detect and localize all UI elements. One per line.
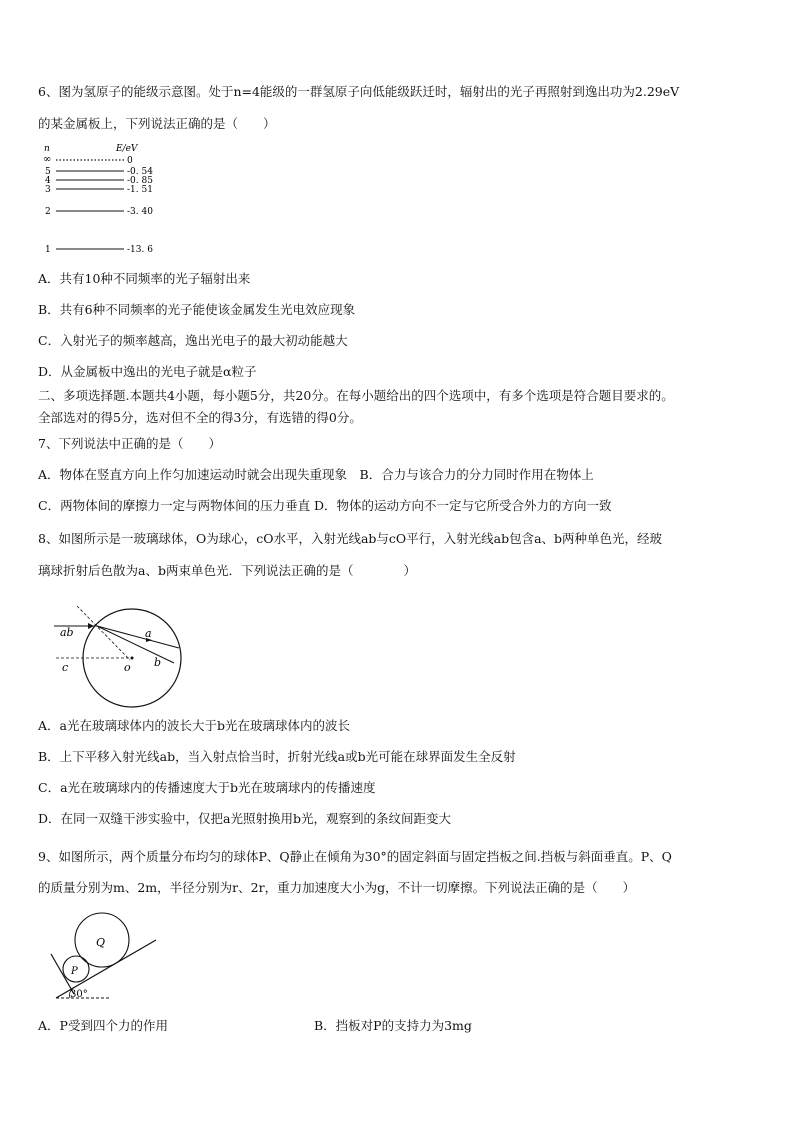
level-3-e: -1. 51 — [127, 185, 153, 195]
label-b: b — [154, 656, 162, 669]
refracted-ray-a — [97, 626, 179, 648]
level-4-e: -0. 85 — [127, 176, 153, 186]
level-inf-n: ∞ — [43, 154, 52, 165]
q7-options-cd: C．两物体间的摩擦力一定与两物体间的压力垂直 D．物体的运动方向不一定与它所受合外力的方向一致 — [38, 498, 612, 513]
level-5-e: -0. 54 — [127, 167, 153, 177]
center-o — [131, 657, 134, 660]
label-o: o — [124, 661, 131, 674]
q9-option-a: A．P受到四个力的作用 — [38, 1018, 168, 1033]
label-q: Q — [96, 936, 106, 949]
q9-stem-line2: 的质量分别为m、2m，半径分别为r、2r，重力加速度大小为g，不计一切摩擦。下列说法正确的是（ ） — [38, 880, 636, 895]
section2-heading-line2: 全部选对的得5分，选对但不全的得3分，有选错的得0分。 — [38, 410, 362, 425]
level-inf-e: 0 — [127, 156, 133, 166]
level-2-e: -3. 40 — [127, 207, 153, 217]
n-axis-label: n — [44, 144, 50, 154]
q6-option-b: B．共有6种不同频率的光子能使该金属发生光电效应现象 — [38, 302, 356, 317]
q8-stem-line1: 8、如图所示是一玻璃球体，O为球心，cO水平，入射光线ab与cO平行，入射光线ab包含a、b两种单色光，经玻 — [38, 531, 663, 546]
label-c: c — [62, 661, 69, 674]
q8-option-a: A．a光在玻璃球体内的波长大于b光在玻璃球体内的波长 — [38, 718, 350, 733]
q6-stem-line1: 6、图为氢原子的能级示意图。处于n=4能级的一群氢原子向低能级跃迁时，辐射出的光子再照射到逸出功为2.29eV — [38, 84, 680, 99]
level-4-n: 4 — [45, 176, 51, 186]
q6-option-d: D．从金属板中逸出的光电子就是α粒子 — [38, 364, 257, 379]
q8-option-d: D．在同一双缝干涉实验中，仅把a光照射换用b光，观察到的条纹间距变大 — [38, 811, 451, 826]
q9-stem-line1: 9、如图所示，两个质量分布均匀的球体P、Q静止在倾角为30°的固定斜面与固定挡板之间.挡板与斜面垂直。P、Q — [38, 849, 672, 864]
label-p: P — [71, 966, 78, 977]
level-3-n: 3 — [45, 185, 51, 195]
q8-option-b: B．上下平移入射光线ab，当入射点恰当时，折射光线a或b光可能在球界面发生全反射 — [38, 749, 516, 764]
q8-stem-line2: 璃球折射后色散为a、b两束单色光．下列说法正确的是（ ） — [38, 563, 416, 578]
q8-option-c: C．a光在玻璃球内的传播速度大于b光在玻璃球内的传播速度 — [38, 780, 376, 795]
level-2-n: 2 — [45, 207, 51, 217]
label-ab: ab — [60, 626, 74, 639]
q6-option-c: C．入射光子的频率越高，逸出光电子的最大初动能越大 — [38, 333, 348, 348]
refracted-ray-b — [97, 626, 174, 663]
level-1-e: -13. 6 — [127, 245, 153, 255]
q6-option-a: A．共有10种不同频率的光子辐射出来 — [38, 271, 251, 286]
angle-label: 30° — [70, 989, 88, 1000]
q7-stem: 7、下列说法中正确的是（ ） — [38, 436, 221, 451]
q9-option-b: B．挡板对P的支持力为3mg — [314, 1018, 472, 1033]
incline-spheres-diagram — [48, 906, 168, 1006]
label-a: a — [145, 627, 152, 640]
energy-level-diagram — [40, 142, 200, 260]
energy-axis-label: E/eV — [116, 144, 138, 154]
level-1-n: 1 — [45, 245, 51, 255]
q7-options-ab: A．物体在竖直方向上作匀加速运动时就会出现失重现象 B．合力与该合力的分力同时作用在物体上 — [38, 467, 594, 482]
section2-heading-line1: 二、多项选择题.本题共4小题，每小题5分，共20分。在每小题给出的四个选项中，有多个选项是符合题目要求的。 — [38, 388, 674, 403]
q6-stem-line2: 的某金属板上，下列说法正确的是（ ） — [38, 116, 276, 131]
glass-sphere-diagram — [52, 600, 192, 708]
level-5-n: 5 — [45, 167, 51, 177]
